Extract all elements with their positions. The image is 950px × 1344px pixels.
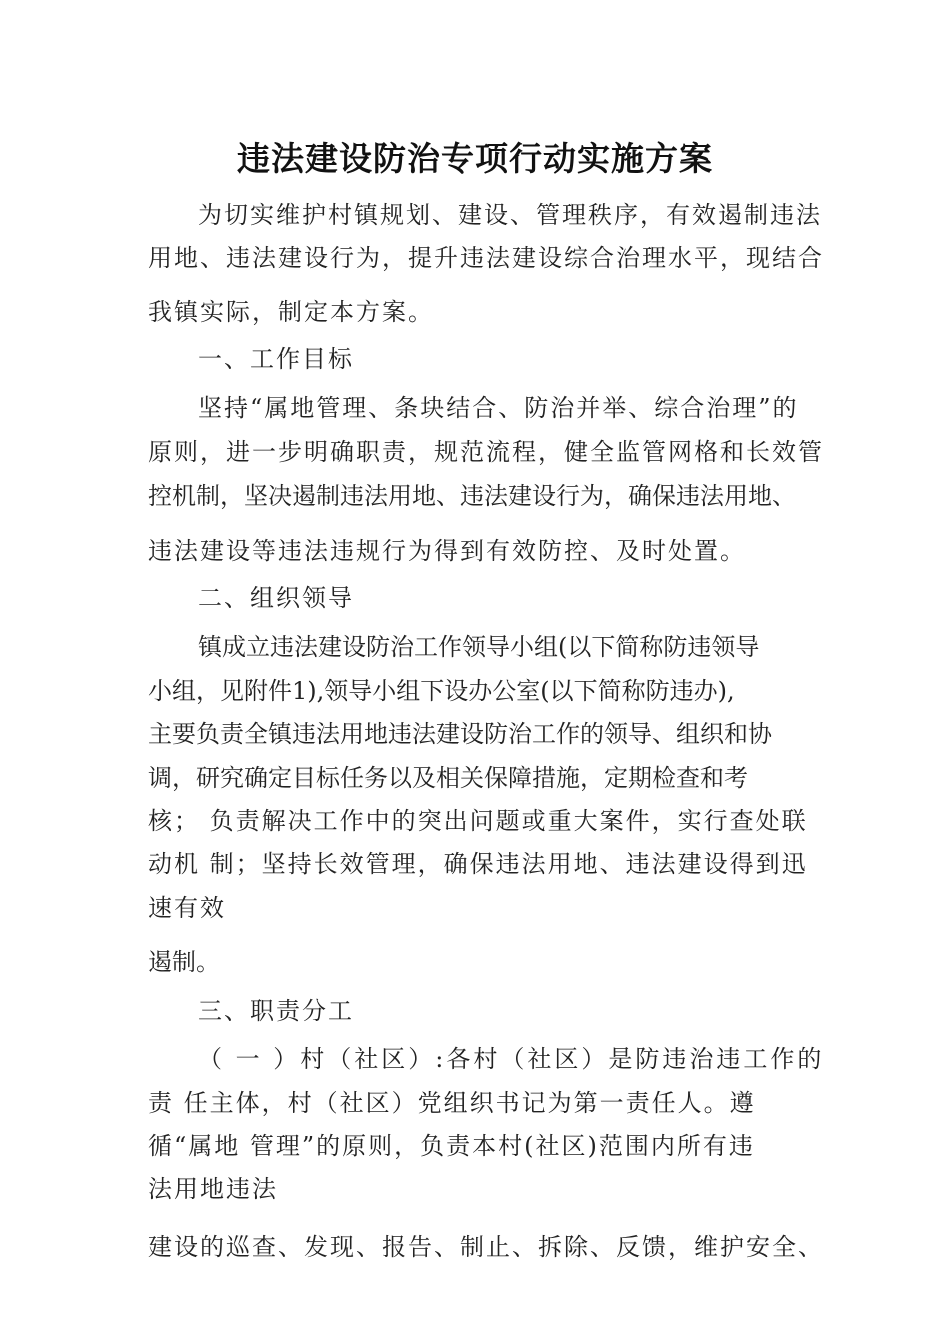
- paragraph-line: 调，研究确定目标任务以及相关保障措施，定期检查和考: [148, 764, 748, 792]
- paragraph-line: 动机 制；坚持长效管理，确保违法用地、违法建设得到迅: [148, 850, 808, 878]
- document-title: 违法建设防治专项行动实施方案: [237, 139, 713, 178]
- section-heading: 二、组织领导: [198, 584, 354, 612]
- paragraph-line: 坚持“属地管理、条块结合、防治并举、综合治理”的: [198, 394, 799, 422]
- paragraph-line: 速有效: [148, 894, 226, 922]
- paragraph-line: 违法建设等违法违规行为得到有效防控、及时处置。: [148, 537, 746, 565]
- paragraph-line: 为切实维护村镇规划、建设、管理秩序，有效遏制违法: [198, 201, 822, 229]
- paragraph-line: 法用地违法: [148, 1175, 278, 1203]
- paragraph-line: 建设的巡查、发现、报告、制止、拆除、反馈，维护安全、: [148, 1233, 824, 1261]
- section-heading: 一、工作目标: [198, 345, 354, 373]
- paragraph-line: 镇成立违法建设防治工作领导小组(以下简称防违领导: [198, 633, 760, 661]
- paragraph-line: 循“属地 管理”的原则，负责本村(社区)范围内所有违: [148, 1132, 755, 1160]
- paragraph-line: 原则，进一步明确职责，规范流程，健全监管网格和长效管: [148, 438, 824, 466]
- paragraph-line: 核； 负责解决工作中的突出问题或重大案件，实行查处联: [148, 807, 808, 835]
- paragraph-line: 责 任主体，村（社区）党组织书记为第一责任人。遵: [148, 1089, 756, 1117]
- section-heading: 三、职责分工: [198, 997, 354, 1025]
- paragraph-line: （ 一 ）村（社区）:各村（社区）是防违治违工作的: [198, 1045, 825, 1073]
- paragraph-line: 我镇实际，制定本方案。: [148, 298, 434, 326]
- paragraph-line: 用地、违法建设行为，提升违法建设综合治理水平，现结合: [148, 244, 824, 272]
- paragraph-line: 小组，见附件1),领导小组下设办公室(以下简称防违办),: [148, 677, 735, 705]
- paragraph-line: 控机制，坚决遏制违法用地、违法建设行为，确保违法用地、: [148, 482, 796, 510]
- paragraph-line: 遏制。: [148, 948, 220, 976]
- paragraph-line: 主要负责全镇违法用地违法建设防治工作的领导、组织和协: [148, 720, 772, 748]
